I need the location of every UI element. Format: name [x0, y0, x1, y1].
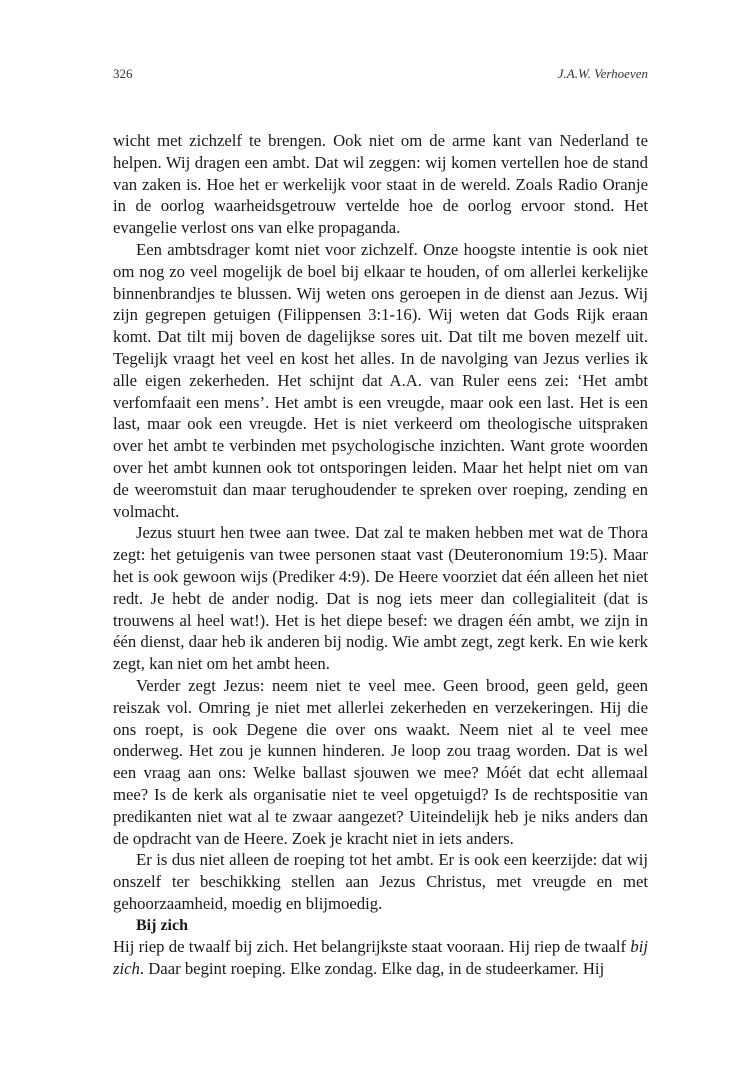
- paragraph-1: wicht met zichzelf te brengen. Ook niet om de arme kant van Nederland te helpen. Wij dragen een ambt. Dat wil zeggen: wij komen vertellen hoe de stand van zaken is. Hoe het er werkelijk voor staat in de wereld. Zoals Radio Oranje in de oorlog waarheidsgetrouw vertelde hoe de oorlog ervoor stond. Het evangelie verlost ons van elke propaganda.: [113, 131, 648, 238]
- section-italic-phrase: bij zich: [113, 937, 648, 979]
- running-head: [113, 66, 648, 86]
- body-text: [113, 130, 648, 980]
- section-text-end: . Daar begint roeping. Elke zondag. Elke dag, in de studeerkamer. Hij: [139, 959, 605, 979]
- paragraph-5: Er is dus niet alleen de roeping tot het ambt. Er is ook een keerzijde: dat wij onszelf ter beschikking stellen aan Jezus Christus, met vreugde en met gehoorzaamheid, moedig en blijmoedig.: [113, 850, 648, 913]
- section-heading: Bij zich: [136, 916, 188, 934]
- section-text-start: Hij riep de twaalf bij zich. Het belangrijkste staat vooraan. Hij riep de twaalf: [113, 937, 631, 957]
- running-head-author: J.A.W. Verhoeven: [557, 66, 648, 81]
- section-paragraph: [113, 936, 648, 980]
- paragraph-3: Jezus stuurt hen twee aan twee. Dat zal te maken hebben met wat de Thora zegt: het getuigenis van twee personen staat vast (Deuteronomium 19:5). Maar het is ook gewoon wijs (Prediker 4:9). De Heere voorziet dat één alleen het niet redt. Je hebt de ander nodig. Dat is nog iets meer dan collegialiteit (dat is trouwens al heel wat!). Het is het diepe besef: we dragen één ambt, we zijn in één dienst, daar heb ik anderen bij nodig. Wie ambt zegt, zegt kerk. En wie kerk zegt, kan niet om het ambt heen.: [113, 523, 648, 674]
- paragraph-4: Verder zegt Jezus: neem niet te veel mee. Geen brood, geen geld, geen reiszak vol. Omring je niet met allerlei zekerheden en verzekeringen. Hij die ons roept, is ook Degene die over ons waakt. Neem niet al te veel mee onderweg. Het zou je kunnen hinderen. Je loop zou traag worden. Dat is wel een vraag aan ons: Welke ballast sjouwen we mee? Móét dat echt allemaal mee? Is de kerk als organisatie niet te veel opgetuigd? Is de rechtspositie van predikanten niet wat al te zwaar aangezet? Uiteindelijk heb je niks anders dan de opdracht van de Heere. Zoek je kracht niet in iets anders.: [113, 675, 648, 848]
- paragraph-2: Een ambtsdrager komt niet voor zichzelf. Onze hoogste intentie is ook niet om nog zo veel mogelijk de boel bij elkaar te houden, of om allerlei kerkelijke binnenbrandjes te blussen. Wij weten ons geroepen in de dienst aan Jezus. Wij zijn gegrepen getuigen (Filippensen 3:1-16). Wij weten dat Gods Rijk eraan komt. Dat tilt mij boven de dagelijkse sores uit. Dat tilt me boven mezelf uit. Tegelijk vraagt het veel en kost het alles. In de navolging van Jezus verlies ik alle eigen zekerheden. Het schijnt dat A.A. van Ruler eens zei: ‘Het ambt verfomfaait een mens’. Het ambt is een vreugde, maar ook een last. Het is een last, maar ook een vreugde. Het is niet verkeerd om theologische uitspraken over het ambt te verbinden met psychologische inzichten. Want grote woorden over het ambt kunnen ook tot ontsporingen leiden. Maar het helpt niet om van de weeromstuit dan maar terughoudender te spreken over roeping, zending en volmacht.: [113, 239, 648, 521]
- page-number: 326: [113, 66, 133, 81]
